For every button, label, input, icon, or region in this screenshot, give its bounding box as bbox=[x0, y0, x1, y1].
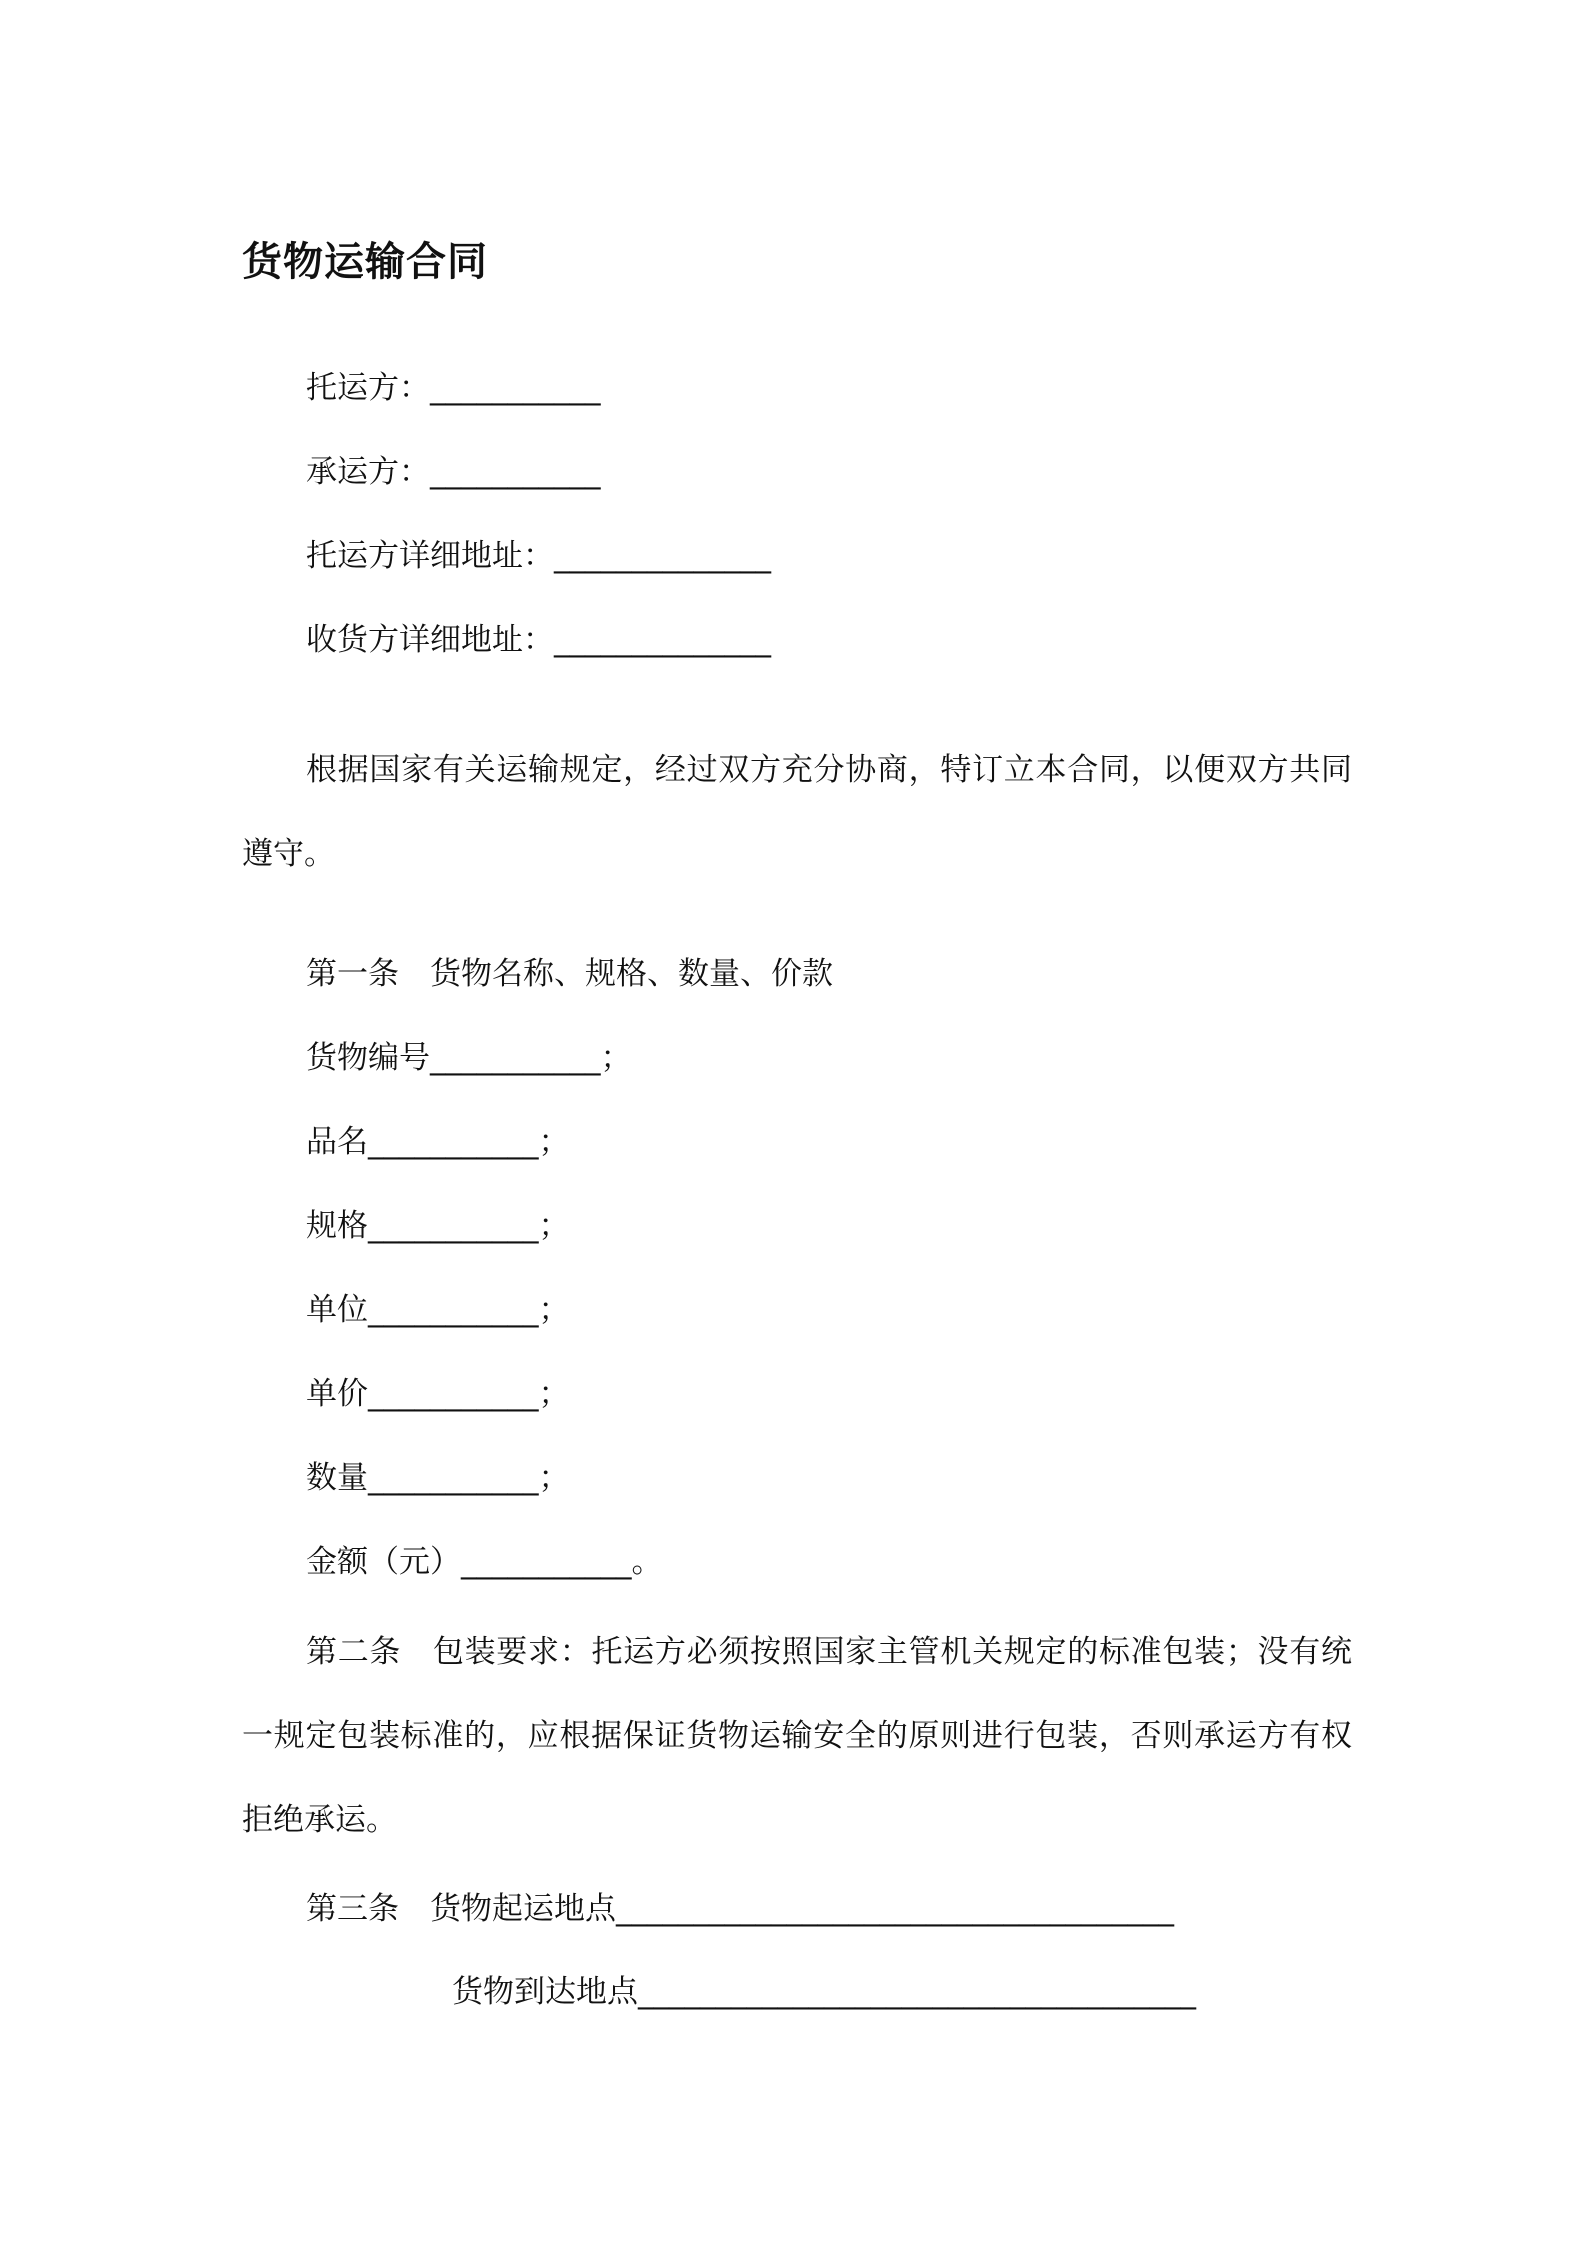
article-2-paragraph: 第二条 包装要求：托运方必须按照国家主管机关规定的标准包装；没有统一规定包装标准的，应根据保证货物运输安全的原则进行包装，否则承运方有权拒绝承运。 bbox=[242, 1634, 1352, 1838]
carrier-field: 承运方：___________ bbox=[306, 454, 601, 490]
document-title: 货物运输合同 bbox=[242, 239, 488, 285]
article-1-heading: 第一条 货物名称、规格、数量、价款 bbox=[306, 956, 833, 992]
product-name-field: 品名___________； bbox=[306, 1124, 570, 1160]
goods-number-field: 货物编号___________； bbox=[306, 1040, 632, 1076]
consignor-address-field: 托运方详细地址：______________ bbox=[306, 538, 771, 574]
specification-field: 规格___________； bbox=[306, 1208, 570, 1244]
quantity-field: 数量___________； bbox=[306, 1460, 570, 1496]
article-3-destination-field: 货物到达地点____________________________________ bbox=[452, 1974, 1196, 2010]
unit-field: 单位___________； bbox=[306, 1292, 570, 1328]
consignor-field: 托运方：___________ bbox=[306, 370, 601, 406]
amount-field: 金额（元）___________。 bbox=[306, 1544, 663, 1580]
article-3-origin-field: 第三条 货物起运地点____________________________________ bbox=[306, 1891, 1174, 1927]
consignee-address-field: 收货方详细地址：______________ bbox=[306, 622, 771, 658]
unit-price-field: 单价___________； bbox=[306, 1376, 570, 1412]
intro-paragraph: 根据国家有关运输规定，经过双方充分协商，特订立本合同，以便双方共同遵守。 bbox=[242, 752, 1352, 872]
